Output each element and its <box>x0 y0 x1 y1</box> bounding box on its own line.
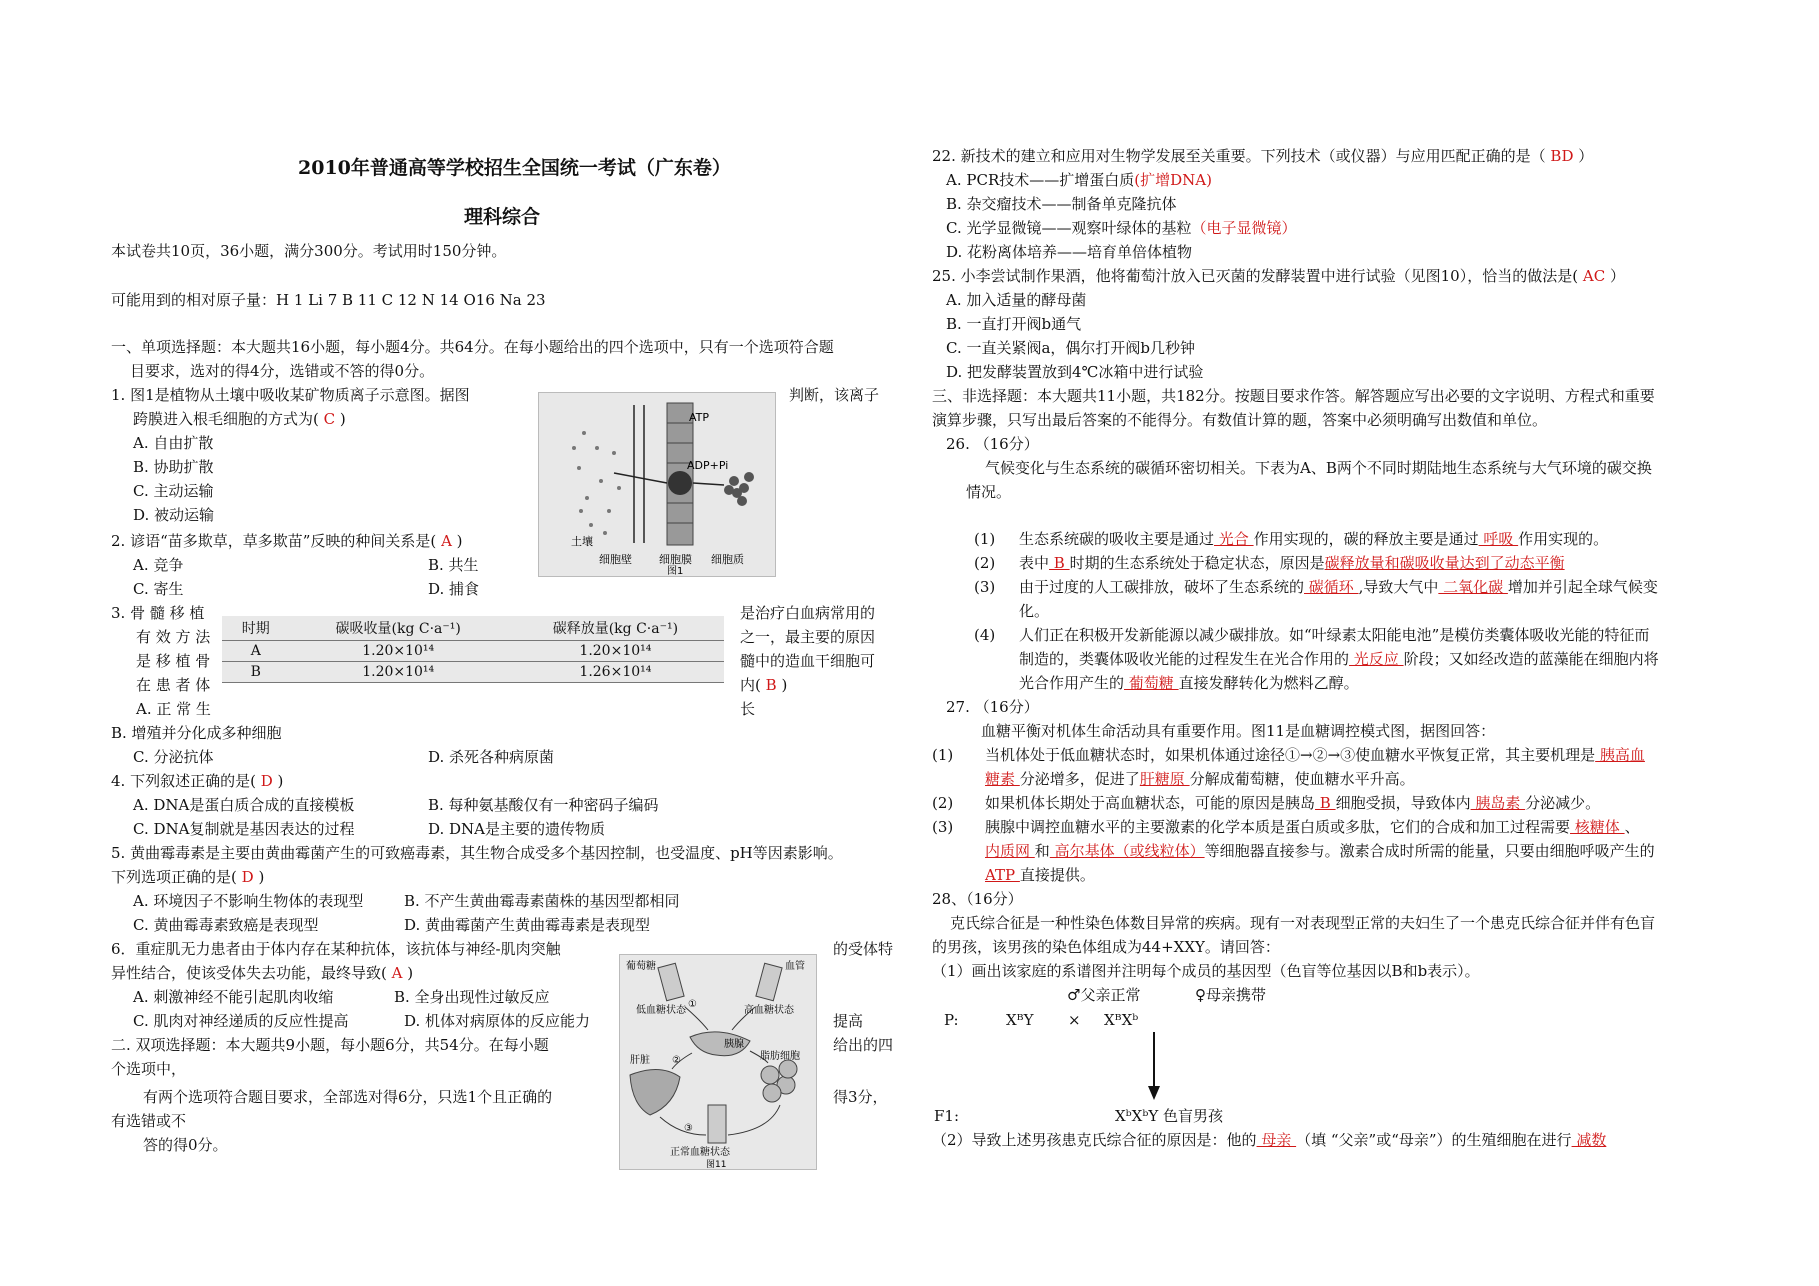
q26-3-cont: 化。 <box>1019 602 1050 620</box>
q6-option-a: A. 刺激神经不能引起肌肉收缩 <box>133 988 334 1006</box>
atomic-mass-line: 可能用到的相对原子量：H 1 Li 7 B 11 C 12 N 14 O16 Na 23 <box>111 291 546 309</box>
q1-option-b: B. 协助扩散 <box>133 458 214 476</box>
pedigree-father-label: ♂父亲正常 <box>1067 986 1141 1004</box>
q6-option-b: B. 全身出现性过敏反应 <box>394 988 550 1006</box>
q26-intro: 气候变化与生态系统的碳循环密切相关。下表为A、B两个不同时期陆地生态系统与大气环境的碳交换 <box>985 459 1652 477</box>
q27-3-l2: 内质网 和 高尔基体（或线粒体）等细胞器直接参与。激素合成时所需的能量，只要由细胞呼吸产生的 <box>985 842 1655 860</box>
intro-line: 本试卷共10页，36小题，满分300分。考试用时150分钟。 <box>111 242 507 260</box>
q25-option-b: B. 一直打开阀b通气 <box>946 315 1082 333</box>
q26-4-answer-1: 光反应 <box>1349 650 1404 668</box>
q28-2-answer-2: 减数 <box>1571 1131 1607 1149</box>
fig11-low-label: 低血糖状态 <box>636 1005 686 1016</box>
q2-option-b: B. 共生 <box>428 556 479 574</box>
q2-option-c: C. 寄生 <box>133 580 184 598</box>
q26-2-num: (2) <box>974 554 996 572</box>
q2-answer: A <box>441 532 452 550</box>
q27-3-answer-1: 核糖体 <box>1570 818 1625 836</box>
fig1-caption: 图1 <box>667 566 684 576</box>
exam-title: 2010年普通高等学校招生全国统一考试（广东卷） <box>298 157 731 179</box>
q4-answer: D <box>260 772 273 790</box>
q1-option-a: A. 自由扩散 <box>133 434 214 452</box>
q3-stem-r4: 内( B ) <box>740 676 788 694</box>
fig11-pancreas-label: 胰腺 <box>724 1039 744 1050</box>
q26-3-num: (3) <box>974 578 996 596</box>
q4-option-d: D. DNA是主要的遗传物质 <box>428 820 606 838</box>
q3-option-c: C. 分泌抗体 <box>133 748 214 766</box>
pedigree-arrow <box>1144 1032 1164 1102</box>
q4-stem: 4. 下列叙述正确的是( D ) <box>111 772 284 790</box>
q5-option-c: C. 黄曲霉毒素致癌是表现型 <box>133 916 319 934</box>
fig11-high-label: 高血糖状态 <box>744 1005 794 1016</box>
table-cell: 1.26×10¹⁴ <box>507 662 724 683</box>
pedigree-father-genotype: XᴮY <box>1006 1011 1034 1029</box>
section3-heading: 三、非选择题：本大题共11小题，共182分。按题目要求作答。解答题应写出必要的文字说明、方程式和重要 <box>932 387 1655 405</box>
q3-answer: B <box>765 676 777 694</box>
section2-heading-l5: 答的得0分。 <box>143 1136 228 1154</box>
q5-stem: 5. 黄曲霉毒素是主要由黄曲霉菌产生的可致癌毒素，其生物合成受多个基因控制，也受温度、pH等因素影响。 <box>111 844 843 862</box>
table-cell: A <box>222 641 290 662</box>
q1-answer: C <box>323 410 336 428</box>
q26-1-answer-1: 光合 <box>1214 530 1254 548</box>
q26-4: 人们正在积极开发新能源以减少碳排放。如“叶绿素太阳能电池”是模仿类囊体吸收光能的特征而 <box>1019 626 1650 644</box>
q26-3-answer-2: 二氧化碳 <box>1438 578 1508 596</box>
fig11-step2: ② <box>672 1055 681 1066</box>
fig1-atp-label: ATP <box>689 411 710 424</box>
q27-2: 如果机体长期处于高血糖状态，可能的原因是胰岛 B 细胞受损，导致体内 胰岛素 分泌减少。 <box>985 794 1601 812</box>
table-header-row <box>222 616 724 641</box>
q3-option-a: A. 正 常 生 <box>136 700 211 718</box>
q25-option-d: D. 把发酵装置放到4℃冰箱中进行试验 <box>946 363 1204 381</box>
q27-3-answer-2: 内质网 <box>985 842 1035 860</box>
q27-1: 当机体处于低血糖状态时，如果机体通过途径①→②→③使血糖水平恢复正常，其主要机理是 胰高血 <box>985 746 1645 764</box>
fig11-caption: 图11 <box>706 1160 727 1169</box>
fig1-membrane-label: 细胞膜 <box>659 553 692 566</box>
q26-1: 生态系统碳的吸收主要是通过 光合 作用实现的，碳的释放主要是通过 呼吸 作用实现的。 <box>1019 530 1609 548</box>
q2-stem: 2. 谚语“苗多欺草，草多欺苗”反映的种间关系是( A ) <box>111 532 463 550</box>
q26-3: 由于过度的人工碳排放，破坏了生态系统的 碳循环 ,导致大气中 二氧化碳 增加并引起全球气候变 <box>1019 578 1658 596</box>
q3-stem-r1: 是治疗白血病常用的 <box>740 604 876 622</box>
q5-stem-cont: 下列选项正确的是( D ) <box>111 868 265 886</box>
q3-stem-l1: 3. 骨 髓 移 植 <box>111 604 205 622</box>
q27-3-num: (3) <box>932 818 954 836</box>
section2-heading-l2: 个选项中， <box>111 1060 187 1078</box>
exam-subtitle: 理科综合 <box>464 206 541 228</box>
table-cell: 1.20×10¹⁴ <box>290 662 507 683</box>
q26-2-answer-1: B <box>1049 554 1070 572</box>
fig1-wall-label: 细胞壁 <box>599 553 632 566</box>
q1-option-c: C. 主动运输 <box>133 482 214 500</box>
section2-heading: 二. 双项选择题：本大题共9小题，每小题6分，共54分。在每小题 <box>111 1036 549 1054</box>
section2-heading-right2: 得3分， <box>833 1088 888 1106</box>
q22-c-note: （电子显微镜） <box>1191 219 1297 237</box>
section3-heading-cont: 演算步骤，只写出最后答案的不能得分。有数值计算的题，答案中必须明确写出数值和单位。 <box>932 411 1548 429</box>
q3-stem-l2: 有 效 方 法 <box>136 628 211 646</box>
q1-stem: 1. 图1是植物从土壤中吸收某矿物质离子示意图。据图 <box>111 386 470 404</box>
q26-4-num: (4) <box>974 626 996 644</box>
q28-intro: 克氏综合征是一种性染色体数目异常的疾病。现有一对表现型正常的夫妇生了一个患克氏综合征并伴有色盲 <box>950 914 1656 932</box>
q6-answer: A <box>391 964 403 982</box>
q3-option-b: B. 增殖并分化成多种细胞 <box>111 724 282 742</box>
q26-1-num: (1) <box>974 530 996 548</box>
q6-stem-right: 的受体特 <box>833 940 894 958</box>
q3-stem-l3: 是 移 植 骨 <box>136 652 211 670</box>
q5-option-a: A. 环境因子不影响生物体的表现型 <box>133 892 364 910</box>
q6-stem-cont: 异性结合，使该受体失去功能，最终导致( A ) <box>111 964 414 982</box>
table-row <box>222 641 724 662</box>
q28-intro-cont: 的男孩，该男孩的染色体组成为44+XXY。请回答： <box>932 938 1280 956</box>
fig11-step1: ① <box>688 999 697 1010</box>
q27-3-answer-4: ATP <box>985 866 1020 884</box>
q27-heading: 27. （16分） <box>946 698 1039 716</box>
q2-option-a: A. 竞争 <box>133 556 184 574</box>
q1-option-d: D. 被动运输 <box>133 506 215 524</box>
q27-1-l2: 糖素 分泌增多，促进了肝糖原 分解成葡萄糖，使血糖水平升高。 <box>985 770 1415 788</box>
q22-stem: 22. 新技术的建立和应用对生物学发展至关重要。下列技术（或仪器）与应用匹配正确的是（ BD ） <box>932 147 1594 165</box>
pedigree-cross: × <box>1068 1011 1081 1029</box>
q27-1-answer-1b: 糖素 <box>985 770 1020 788</box>
q26-3-answer-1: 碳循环 <box>1304 578 1359 596</box>
q5-answer: D <box>241 868 254 886</box>
table-cell: B <box>222 662 290 683</box>
q1-stem-cont: 跨膜进入根毛细胞的方式为( C ) <box>133 410 346 428</box>
q2-option-d: D. 捕食 <box>428 580 480 598</box>
q6-option-d: D. 机体对病原体的反应能力 <box>404 1012 591 1030</box>
q25-answer: AC <box>1582 267 1606 285</box>
q22-option-a: A. PCR技术——扩增蛋白质(扩增DNA) <box>946 171 1212 189</box>
section1-heading: 一、单项选择题：本大题共16小题，每小题4分。共64分。在每小题给出的四个选项中，只有一个选项符合题 <box>111 338 834 356</box>
q26-4-l3: 光合作用产生的 葡萄糖 直接发酵转化为燃料乙醇。 <box>1019 674 1359 692</box>
q26-heading: 26. （16分） <box>946 435 1039 453</box>
q25-option-a: A. 加入适量的酵母菌 <box>946 291 1087 309</box>
q28-2-answer-1: 母亲 <box>1256 1131 1297 1149</box>
q27-2-answer-1: B <box>1315 794 1336 812</box>
q26-4-answer-2: 葡萄糖 <box>1124 674 1179 692</box>
section2-heading-right: 给出的四 <box>833 1036 894 1054</box>
q3-option-d: D. 杀死各种病原菌 <box>428 748 555 766</box>
q27-1-answer-2: 肝糖原 <box>1139 770 1190 788</box>
q27-2-num: (2) <box>932 794 954 812</box>
q5-option-b: B. 不产生黄曲霉毒素菌株的基因型都相同 <box>404 892 680 910</box>
fig1-adp-label: ADP+Pi <box>687 459 729 472</box>
q27-3-l3: ATP 直接提供。 <box>985 866 1095 884</box>
pedigree-mother-label: ♀母亲携带 <box>1195 986 1266 1004</box>
q26-intro-cont: 情况。 <box>966 483 1012 501</box>
table-cell: 1.20×10¹⁴ <box>290 641 507 662</box>
table-header: 碳吸收量(kg C·a⁻¹) <box>290 616 507 641</box>
section1-heading-cont: 目要求，选对的得4分，选错或不答的得0分。 <box>130 362 435 380</box>
q27-intro: 血糖平衡对机体生命活动具有重要作用。图11是血糖调控模式图，据图回答： <box>981 722 1496 740</box>
fig11-fat-label: 脂肪细胞 <box>760 1051 800 1062</box>
table-cell: 1.20×10¹⁴ <box>507 641 724 662</box>
q28-heading: 28、（16分） <box>932 890 1023 908</box>
q22-option-c: C. 光学显微镜——观察叶绿体的基粒（电子显微镜） <box>946 219 1297 237</box>
q3-stem-l4: 在 患 者 体 <box>136 676 211 694</box>
q22-a-note: (扩增DNA) <box>1134 171 1212 189</box>
q6-stem: 6．重症肌无力患者由于体内存在某种抗体，该抗体与神经-肌肉突触 <box>111 940 561 958</box>
q3-stem-r2: 之一，最主要的原因 <box>740 628 876 646</box>
q28-2: （2）导致上述男孩患克氏综合征的原因是：他的 母亲 （填 “父亲”或“母亲”）的生殖细胞在进行 减数 <box>932 1131 1607 1149</box>
fig1-cytoplasm-label: 细胞质 <box>711 553 744 566</box>
q26-1-answer-2: 呼吸 <box>1478 530 1519 548</box>
table-row <box>222 662 724 683</box>
table-header: 时期 <box>222 616 290 641</box>
q6-option-d-cont: 提高 <box>833 1012 864 1030</box>
fig1-soil-label: 土壤 <box>571 535 593 548</box>
q22-option-d: D. 花粉离体培养——培育单倍体植物 <box>946 243 1193 261</box>
section2-heading-l4: 有选错或不 <box>111 1112 187 1130</box>
q22-option-b: B. 杂交瘤技术——制备单克隆抗体 <box>946 195 1177 213</box>
q27-3: 胰腺中调控血糖水平的主要激素的化学本质是蛋白质或多肽，它们的合成和加工过程需要 核糖体 、 <box>985 818 1640 836</box>
q22-answer: BD <box>1550 147 1574 165</box>
figure-1-ion-uptake <box>538 392 776 577</box>
q1-stem-right: 判断，该离子 <box>789 386 880 404</box>
q26-2-answer-2: 碳释放量和碳吸收量达到了动态平衡 <box>1324 554 1565 572</box>
q26-4-l2: 制造的，类囊体吸收光能的过程发生在光合作用的 光反应 阶段；又如经改造的蓝藻能在细胞内将 <box>1019 650 1659 668</box>
pedigree-child: XᵇXᵇY 色盲男孩 <box>1115 1107 1224 1125</box>
q27-2-answer-2: 胰岛素 <box>1470 794 1526 812</box>
section2-heading-l3: 有两个选项符合题目要求，全部选对得6分，只选1个且正确的 <box>143 1088 553 1106</box>
q6-option-c: C. 肌肉对神经递质的反应性提高 <box>133 1012 349 1030</box>
q4-option-b: B. 每种氨基酸仅有一种密码子编码 <box>428 796 659 814</box>
pedigree-p-label: P: <box>944 1011 959 1029</box>
pedigree-f1-label: F1: <box>934 1107 960 1125</box>
table-header: 碳释放量(kg C·a⁻¹) <box>507 616 724 641</box>
q27-1-num: (1) <box>932 746 954 764</box>
q4-option-a: A. DNA是蛋白质合成的直接模板 <box>133 796 355 814</box>
q27-3-answer-3: 高尔基体（或线粒体） <box>1049 842 1205 860</box>
q4-option-c: C. DNA复制就是基因表达的过程 <box>133 820 355 838</box>
q5-option-d: D. 黄曲霉菌产生黄曲霉毒素是表现型 <box>404 916 651 934</box>
q25-stem: 25. 小李尝试制作果酒，他将葡萄汁放入已灭菌的发酵装置中进行试验（见图10），恰当的做法是( AC ） <box>932 267 1625 285</box>
q25-option-c: C. 一直关紧阀a，偶尔打开阀b几秒钟 <box>946 339 1196 357</box>
pedigree-mother-genotype: XᴮXᵇ <box>1104 1011 1139 1029</box>
fig11-liver-label: 肝脏 <box>630 1055 650 1066</box>
q3-stem-r5: 长 <box>740 700 756 718</box>
q27-1-answer-1: 胰高血 <box>1595 746 1645 764</box>
fig11-step3: ③ <box>684 1123 693 1134</box>
figure-11-glucose-regulation <box>619 954 817 1170</box>
q28-1: （1）画出该家庭的系谱图并注明每个成员的基因型（色盲等位基因以B和b表示）。 <box>932 962 1480 980</box>
q3-stem-r3: 髓中的造血干细胞可 <box>740 652 876 670</box>
q26-2: 表中 B 时期的生态系统处于稳定状态，原因是碳释放量和碳吸收量达到了动态平衡 <box>1019 554 1565 572</box>
carbon-exchange-table <box>222 616 724 683</box>
fig11-vessel-label: 血管 <box>785 961 805 972</box>
fig11-glucose-label: 葡萄糖 <box>626 961 656 972</box>
fig11-normal-label: 正常血糖状态 <box>670 1147 730 1158</box>
